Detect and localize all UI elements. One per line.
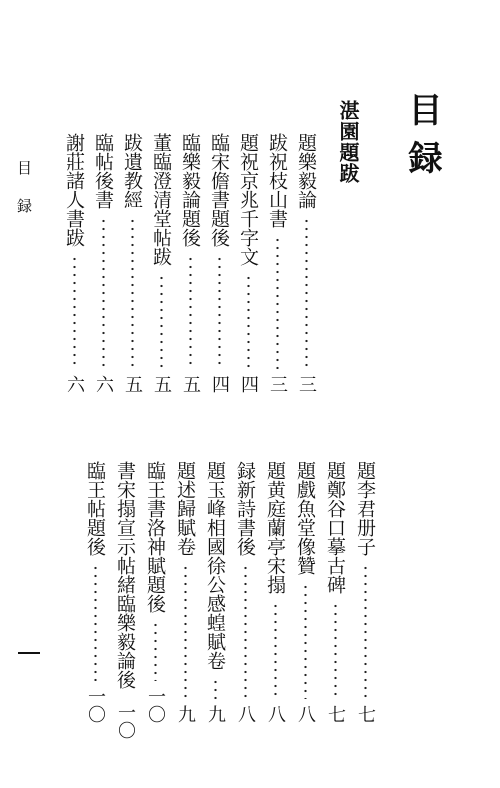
toc-entry-page: 五 [180, 375, 201, 393]
toc-entry[interactable] [143, 461, 167, 723]
toc-entry[interactable] [294, 133, 318, 393]
leader-dots [218, 255, 221, 369]
toc-entry-title: 題樂毅論 [295, 133, 317, 209]
toc-entry-title: 董臨澄清堂帖跋 [150, 133, 172, 266]
toc-entry[interactable] [236, 133, 260, 393]
toc-entry-title: 録新詩書後 [234, 461, 256, 556]
toc-entry-title: 跋遺教經 [121, 133, 143, 209]
leader-dots [305, 217, 308, 369]
toc-entry-title: 臨宋儋書題後 [208, 133, 230, 247]
toc-entry-title: 題李君册子 [354, 461, 376, 556]
toc-entry-page: 六 [64, 375, 85, 393]
toc-entry-page: 三 [267, 375, 288, 393]
toc-entry-title: 謝莊諸人書跋 [63, 133, 85, 247]
toc-entry[interactable] [203, 461, 227, 723]
toc-entry-title: 臨帖後書 [92, 133, 114, 209]
running-head: 目 録 [15, 160, 33, 217]
leader-dots [247, 274, 250, 369]
toc-entry-page: 四 [209, 375, 230, 393]
leader-dots [244, 564, 247, 699]
toc-entry[interactable] [265, 133, 289, 393]
toc-entry-page: 七 [355, 705, 376, 723]
toc-entry-title: 跋祝枝山書 [266, 133, 288, 228]
toc-entry-title: 題黄庭蘭亭宋搨 [264, 461, 286, 594]
leader-dots [102, 217, 105, 369]
toc-entry[interactable] [293, 461, 317, 723]
toc-entry[interactable] [120, 133, 144, 393]
toc-entry-title: 題鄭谷口摹古碑 [324, 461, 346, 594]
leader-dots [334, 602, 337, 699]
toc-entry[interactable] [62, 133, 86, 393]
leader-dots [189, 255, 192, 369]
toc-entry-page: 一〇 [115, 703, 136, 739]
toc-entry-page: 五 [122, 375, 143, 393]
toc-entry-title: 題戲魚堂像贊 [294, 461, 316, 575]
toc-entry-title: 題述歸賦卷 [174, 461, 196, 556]
toc-entry-title: 臨樂毅論題後 [179, 133, 201, 247]
toc-entry-page: 四 [238, 375, 259, 393]
leader-dots [184, 564, 187, 699]
toc-entry[interactable] [207, 133, 231, 393]
leader-dots [154, 621, 157, 681]
toc-entry-title: 臨王帖題後 [84, 461, 106, 556]
folio-mark [18, 652, 40, 654]
toc-entry[interactable] [178, 133, 202, 393]
leader-dots [304, 583, 307, 699]
toc-entry[interactable] [233, 461, 257, 723]
leader-dots [274, 602, 277, 699]
toc-entry[interactable] [263, 461, 287, 723]
leader-dots [73, 255, 76, 369]
toc-entry-title: 題玉峰相國徐公感蝗賦卷 [204, 461, 226, 670]
toc-entry[interactable] [173, 461, 197, 723]
toc-entry-page: 三 [296, 375, 317, 393]
toc-entry-page: 一〇 [85, 687, 106, 723]
toc-entry-page: 七 [325, 705, 346, 723]
toc-entry-page: 八 [235, 705, 256, 723]
leader-dots [276, 236, 279, 369]
toc-entry[interactable] [83, 461, 107, 723]
toc-entry-page: 八 [265, 705, 286, 723]
toc-entry-page: 八 [295, 705, 316, 723]
toc-entry-page: 五 [151, 375, 172, 393]
section-heading: 湛園題跋 [336, 100, 360, 184]
toc-entry[interactable] [353, 461, 377, 723]
leader-dots [364, 564, 367, 699]
toc-entry-title: 題祝京兆千字文 [237, 133, 259, 266]
toc-entry[interactable] [113, 461, 137, 739]
toc-entry[interactable] [91, 133, 115, 393]
toc-entry[interactable] [149, 133, 173, 393]
leader-dots [131, 217, 134, 369]
toc-entry-title: 書宋搨宣示帖緒臨樂毅論後 [114, 461, 136, 689]
leader-dots [94, 564, 97, 681]
toc-entry-page: 六 [93, 375, 114, 393]
page-title: 目録 [402, 92, 442, 188]
toc-entry-page: 一〇 [145, 687, 166, 723]
toc-entry[interactable] [323, 461, 347, 723]
toc-entry-page: 九 [175, 705, 196, 723]
toc-entry-page: 九 [205, 705, 226, 723]
leader-dots [160, 274, 163, 369]
leader-dots [214, 678, 217, 699]
toc-entry-title: 臨王書洛神賦題後 [144, 461, 166, 613]
